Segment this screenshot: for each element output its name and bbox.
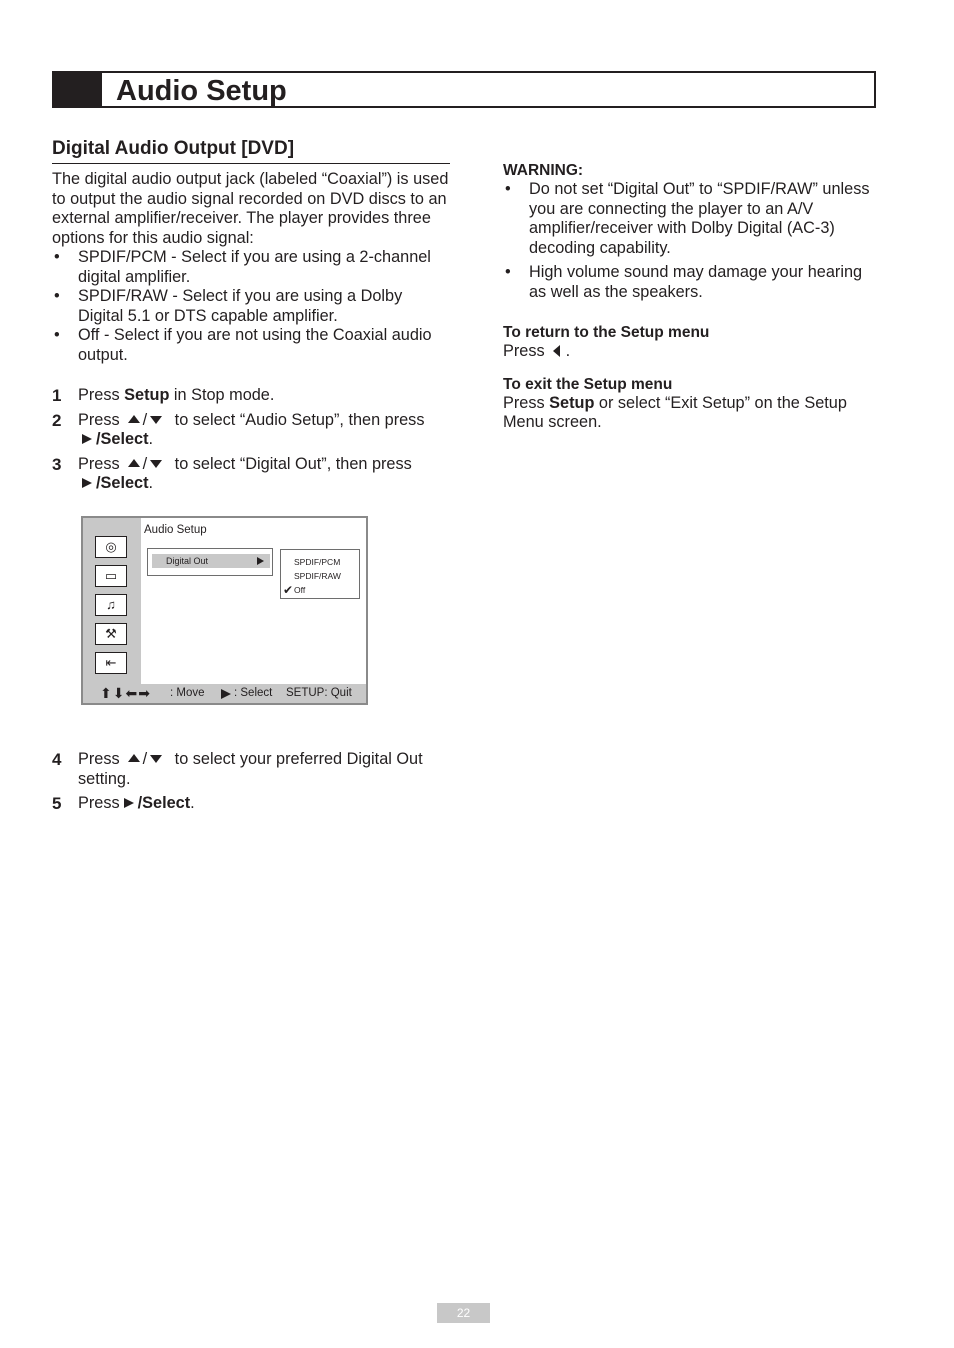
osd-option-selected[interactable]: Off — [294, 585, 306, 595]
step-text: Press — [78, 386, 125, 404]
footer-move-label: : Move — [170, 687, 205, 699]
intro-paragraph: The digital audio output jack (labeled “Coaxial”) is used to output the audio signal recorded on DVD discs to an external amplifier/receiver. The player provides three options for this audio signal: — [52, 170, 449, 247]
return-block — [503, 323, 875, 362]
osd-sidebar — [83, 518, 141, 684]
left-column — [52, 138, 450, 499]
step-text: Press — [78, 410, 120, 429]
osd-option[interactable]: SPDIF/PCM — [294, 557, 341, 567]
option-bullet: • Off - Select if you are not using the Coaxial audio output. — [52, 326, 450, 365]
monitor-icon: ▭ — [95, 565, 127, 587]
return-text: Press — [503, 342, 545, 360]
step-text: to select “Digital Out”, then press — [170, 454, 412, 473]
right-arrow-icon — [257, 557, 264, 565]
slash: / — [142, 454, 148, 473]
slash: / — [142, 750, 148, 768]
warning-title: WARNING: — [503, 162, 584, 179]
step-text: to select “Audio Setup”, then press — [170, 410, 425, 429]
step-text: Press — [78, 794, 120, 812]
play-arrow-icon — [124, 798, 134, 808]
step-3 — [52, 455, 450, 494]
play-arrow-icon — [82, 478, 92, 488]
tools-icon: ⚒ — [95, 623, 127, 645]
osd-option[interactable]: SPDIF/RAW — [294, 571, 341, 581]
up-arrow-icon — [128, 459, 140, 467]
step-1 — [52, 386, 450, 406]
select-key: /Select — [96, 474, 149, 492]
option-list — [52, 248, 450, 365]
step-4 — [52, 750, 450, 789]
exit-text: or select “Exit Setup” on the Setup Menu screen. — [503, 393, 847, 431]
step-5 — [52, 794, 450, 814]
period: . — [148, 430, 154, 448]
setup-menu-screenshot — [81, 516, 368, 705]
period: . — [565, 342, 571, 360]
footer-quit-label: SETUP: Quit — [286, 687, 352, 699]
step-number: 1 — [52, 386, 62, 405]
exit-heading: To exit the Setup menu — [503, 375, 673, 393]
step-key: Setup — [124, 386, 170, 404]
step-text: Press — [78, 454, 120, 473]
warning-list — [503, 180, 875, 302]
exit-text: Press — [503, 393, 550, 412]
exit-icon: ⇤ — [95, 652, 127, 674]
option-bullet: • SPDIF/RAW - Select if you are using a Dolby Digital 5.1 or DTS capable amplifier. — [52, 287, 450, 326]
return-instruction — [503, 342, 875, 362]
select-key: /Select — [137, 794, 191, 812]
play-icon — [221, 689, 231, 699]
down-arrow-icon — [150, 416, 162, 424]
step-number: 2 — [52, 410, 62, 430]
slash: / — [142, 410, 148, 429]
period: . — [190, 794, 195, 812]
osd-menu-item-digital-out[interactable] — [152, 554, 270, 568]
warning-item: • Do not set “Digital Out” to “SPDIF/RAW” unless you are connecting the player to an A/V amplifier/receiver with Dolby Digital (AC-3) decoding capability. — [503, 180, 875, 258]
up-arrow-icon — [128, 415, 140, 423]
disc-icon: ◎ — [95, 536, 127, 558]
step-2 — [52, 411, 450, 450]
warning-item: • High volume sound may damage your hearing as well as the speakers. — [503, 263, 875, 302]
osd-menu-item-label: Digital Out — [166, 556, 209, 566]
header-block — [54, 73, 102, 106]
exit-instruction — [503, 394, 875, 433]
exit-block — [503, 375, 875, 433]
footer-select-label: : Select — [234, 687, 273, 699]
right-column — [503, 161, 875, 433]
step-number: 4 — [52, 750, 62, 769]
checkmark-icon: ✔ — [283, 583, 294, 597]
direction-arrows-icon: ⬆⬇⬅➡ — [100, 685, 151, 701]
down-arrow-icon — [150, 460, 162, 468]
step-text: in Stop mode. — [169, 386, 275, 404]
setup-key: Setup — [549, 393, 595, 412]
left-arrow-icon — [553, 345, 560, 357]
osd-title: Audio Setup — [144, 524, 207, 536]
osd-menu — [147, 548, 273, 576]
page-header — [52, 71, 876, 108]
down-arrow-icon — [150, 755, 162, 763]
speaker-music-icon: ♫ — [95, 594, 127, 616]
period: . — [148, 474, 154, 492]
step-number: 3 — [52, 454, 62, 474]
play-arrow-icon — [82, 434, 92, 444]
page-title: Audio Setup — [116, 75, 287, 107]
step-number: 5 — [52, 794, 62, 813]
option-bullet: • SPDIF/PCM - Select if you are using a 2-channel digital amplifier. — [52, 248, 450, 287]
osd-footer — [83, 684, 366, 703]
steps-continued — [52, 750, 450, 819]
page-number: 22 — [437, 1303, 490, 1323]
step-text: to select your preferred Digital Out setting. — [78, 750, 423, 788]
return-heading: To return to the Setup menu — [503, 324, 710, 341]
steps-list — [52, 386, 450, 494]
section-heading: Digital Audio Output [DVD] — [52, 138, 450, 164]
osd-options — [280, 549, 360, 599]
select-key: /Select — [96, 430, 149, 448]
up-arrow-icon — [128, 754, 140, 762]
step-text: Press — [78, 750, 120, 768]
